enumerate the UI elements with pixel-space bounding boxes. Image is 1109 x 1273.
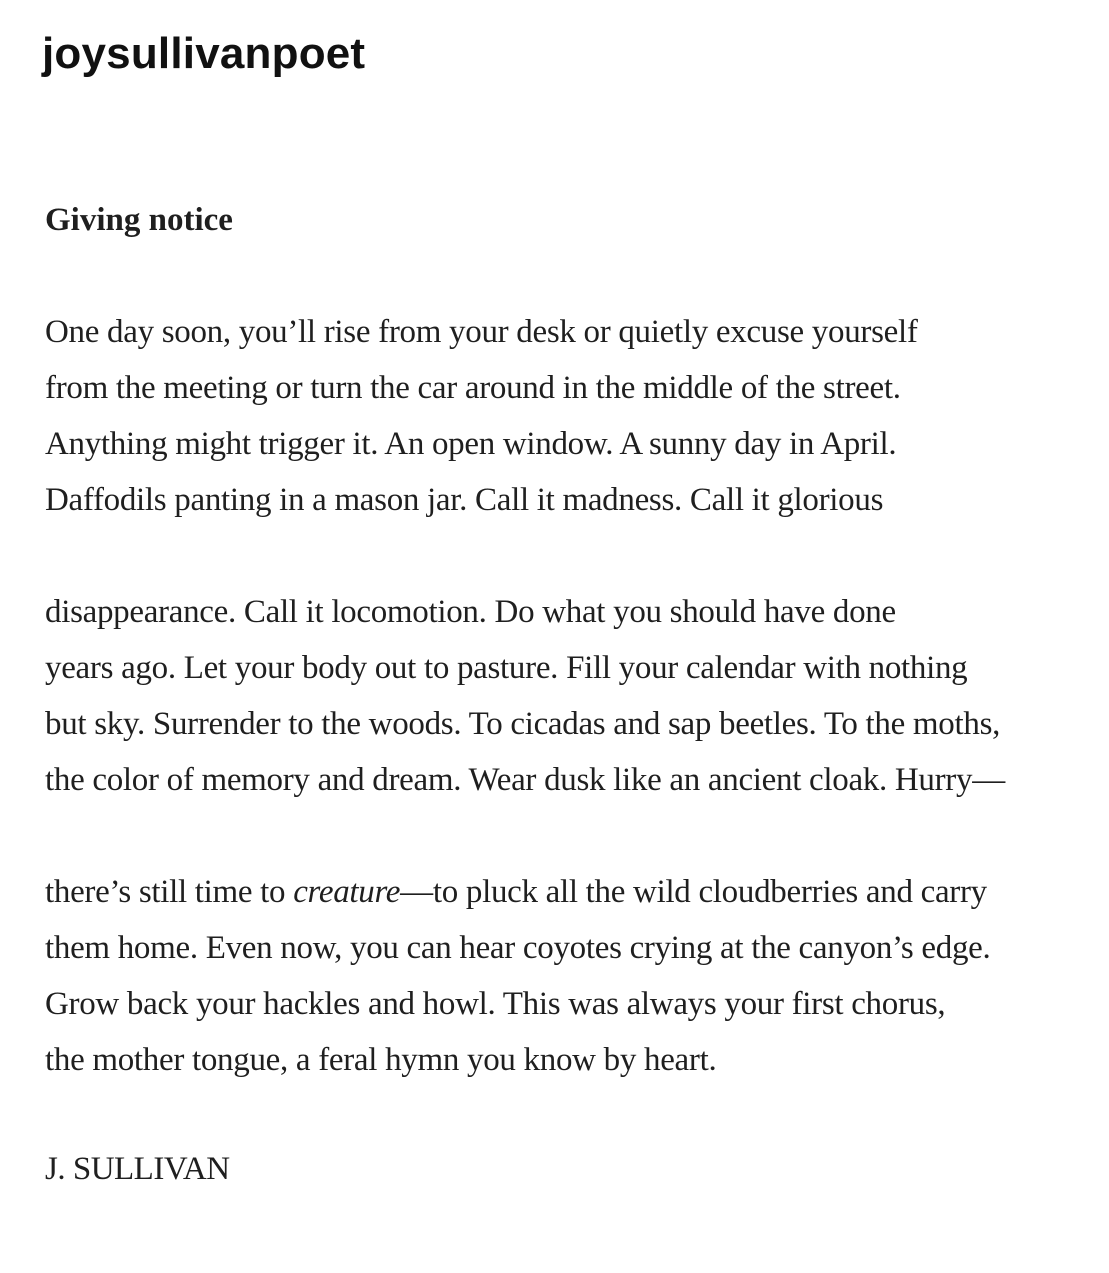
poem-line: from the meeting or turn the car around in the middle of the street.	[45, 370, 901, 406]
poem-line: them home. Even now, you can hear coyotes crying at the canyon’s edge.	[45, 930, 991, 966]
poem-line: Anything might trigger it. An open window. A sunny day in April.	[45, 426, 897, 462]
poem-line	[45, 870, 987, 914]
username[interactable]: joysullivanpoet	[42, 29, 366, 78]
poem-line: disappearance. Call it locomotion. Do what you should have done	[45, 594, 896, 630]
poem-line: Grow back your hackles and howl. This was always your first chorus,	[45, 986, 946, 1022]
poem-line-segment: there’s still time to	[45, 874, 294, 910]
poem-line-italic-word: creature	[293, 874, 401, 910]
poem-author: J. SULLIVAN	[45, 1151, 230, 1187]
poem-title: Giving notice	[45, 202, 233, 238]
poem-line: but sky. Surrender to the woods. To cicadas and sap beetles. To the moths,	[45, 706, 1001, 742]
poem-line: One day soon, you’ll rise from your desk or quietly excuse yourself	[45, 314, 918, 350]
poem-line: the color of memory and dream. Wear dusk like an ancient cloak. Hurry—	[45, 762, 1005, 798]
poem-line: the mother tongue, a feral hymn you know by heart.	[45, 1042, 717, 1078]
poem-line-segment: —to pluck all the wild cloudberries and carry	[400, 874, 987, 910]
poem-line: Daffodils panting in a mason jar. Call it madness. Call it glorious	[45, 482, 884, 518]
poem-line: years ago. Let your body out to pasture. Fill your calendar with nothing	[45, 650, 968, 686]
